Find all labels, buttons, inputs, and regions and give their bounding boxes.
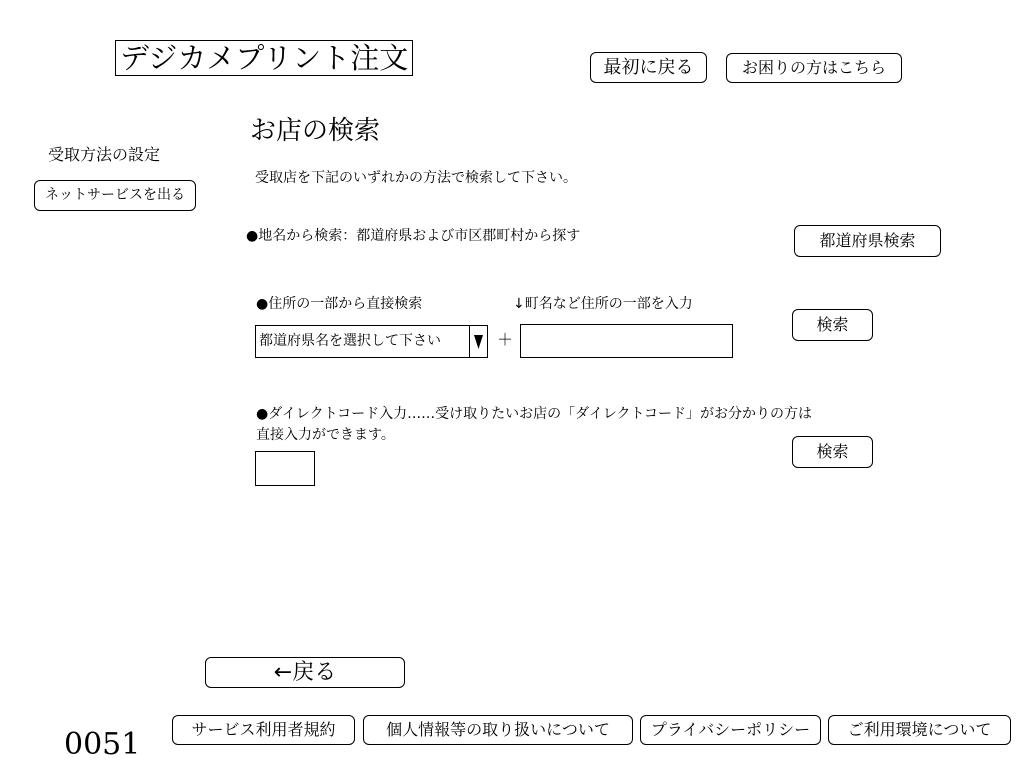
exit-service-button[interactable]: ネットサービスを出る	[34, 180, 196, 211]
help-button[interactable]: お困りの方はこちら	[726, 53, 902, 83]
footer-link-terms[interactable]: サービス利用者規約	[172, 715, 355, 745]
page-description: 受取店を下記のいずれかの方法で検索して下さい。	[255, 170, 577, 186]
direct-code-input[interactable]	[255, 451, 315, 486]
address-input-hint: ↓町名など住所の一部を入力	[513, 296, 693, 312]
plus-sign: ＋	[497, 330, 514, 349]
address-search-button[interactable]: 検索	[792, 309, 873, 341]
region-search-label: ●地名から検索：都道府県および市区郡町村から探す	[246, 228, 581, 244]
back-to-start-button[interactable]: 最初に戻る	[590, 52, 707, 83]
footer-link-privacy-policy[interactable]: プライバシーポリシー	[640, 715, 821, 745]
address-search-label: ●住所の一部から直接検索	[256, 296, 423, 312]
chevron-down-icon[interactable]	[469, 326, 487, 357]
address-part-input[interactable]	[520, 324, 733, 358]
direct-code-label-line2: 直接入力ができます。	[256, 427, 395, 443]
direct-code-search-button[interactable]: 検索	[792, 436, 873, 468]
prefecture-select-value: 都道府県名を選択して下さい	[259, 333, 441, 349]
sidebar-heading: 受取方法の設定	[48, 145, 161, 164]
footer-link-personal-info[interactable]: 個人情報等の取り扱いについて	[363, 715, 633, 745]
app-title: デジカメプリント注文	[115, 40, 413, 76]
page-title: お店の検索	[250, 116, 381, 146]
prefecture-search-button[interactable]: 都道府県検索	[794, 225, 941, 257]
footer-link-environment[interactable]: ご利用環境について	[828, 715, 1011, 745]
back-button[interactable]: ←戻る	[205, 657, 405, 688]
page-number: 0051	[64, 727, 141, 762]
direct-code-label: ●ダイレクトコード入力……受け取りたいお店の「ダイレクトコード」がお分かりの方は	[256, 406, 812, 422]
prefecture-select[interactable]	[255, 325, 488, 358]
